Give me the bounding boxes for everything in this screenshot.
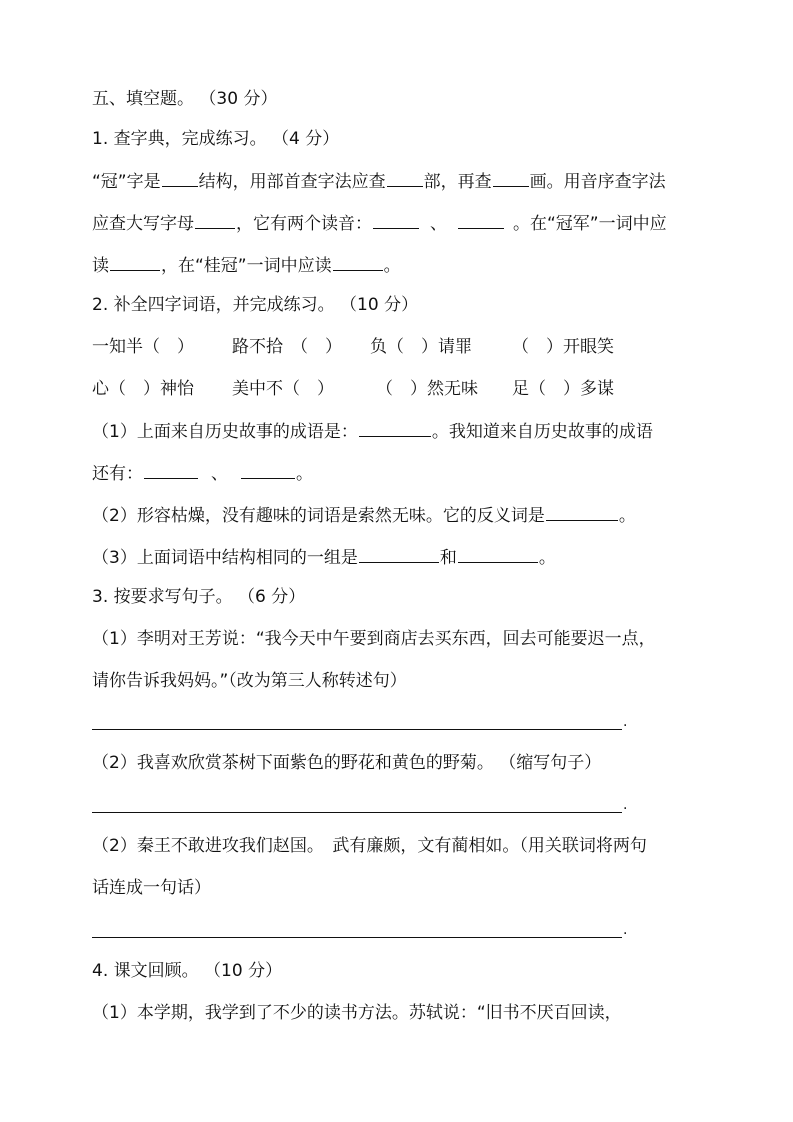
q2-text: 。我知道来自历史故事的成语 <box>431 422 653 442</box>
fill-blank-other-idiom-1[interactable] <box>144 462 198 479</box>
idiom-paren[interactable]: （ ） <box>283 379 334 399</box>
q3-sub1-line-1: （1）李明对王芳说：“我今天中午要到商店去买东西，回去可能要迟一点， <box>92 629 656 649</box>
q2-sub3 <box>92 546 556 568</box>
q1-text: 部，再查 <box>423 172 492 192</box>
q1-text: 画。用音序查字法 <box>529 172 666 192</box>
idiom-item: 足（ ）多谋 <box>512 379 614 399</box>
q4-title: 4. 课文回顾。 <box>92 961 199 981</box>
section-score: （30 分） <box>199 89 278 109</box>
idiom-item: 路不拾 （ ） <box>232 337 342 357</box>
q2-sub2 <box>92 504 636 526</box>
q2-text: （1）上面来自历史故事的成语是： <box>92 422 358 442</box>
q3-sub3-line-1: （2）秦王不敢进攻我们赵国。 武有廉颇，文有蔺相如。（用关联词将两句 <box>92 836 647 856</box>
fill-blank-pinyin-2[interactable] <box>458 212 504 229</box>
idiom-paren[interactable]: （ ） <box>529 379 580 399</box>
q1-text: 。在“冠军”一词中应 <box>513 214 667 234</box>
q1-text: 结构，用部首查字法应查 <box>198 172 386 192</box>
answer-line-2[interactable] <box>92 812 622 813</box>
section-heading <box>92 88 277 110</box>
idiom-item: 负（ ）请罪 <box>370 337 472 357</box>
q1-score: （4 分） <box>272 129 340 149</box>
answer-line-1[interactable] <box>92 729 622 730</box>
fill-blank-structure[interactable] <box>162 170 198 187</box>
q1-text: ，在“桂冠”一词中应读 <box>161 256 332 276</box>
q1-text: 、 <box>430 214 447 234</box>
idiom-item: 一知半（ ） <box>92 337 194 357</box>
idiom-item: 美中不（ ） <box>232 379 334 399</box>
idiom-paren[interactable]: （ ） <box>109 379 160 399</box>
idiom-paren[interactable]: （ ） <box>512 337 563 357</box>
q4-sub1: （1）本学期，我学到了不少的读书方法。苏轼说：“旧书不厌百回读， <box>92 1003 622 1023</box>
q2-title: 2. 补全四字词语，并完成练习。 <box>92 295 335 315</box>
idiom-paren[interactable]: （ ） <box>291 337 342 357</box>
q1-line-1 <box>92 170 666 192</box>
q1-text: 读 <box>92 256 109 276</box>
fill-blank-pinyin-1[interactable] <box>373 212 419 229</box>
answer-end-dot: . <box>623 797 628 813</box>
q3-score: （6 分） <box>238 587 306 607</box>
q1-heading <box>92 128 339 150</box>
q1-line-3 <box>92 254 401 276</box>
q3-heading <box>92 586 305 608</box>
q2-text: 、 <box>211 464 228 484</box>
q2-text: （2）形容枯燥，没有趣味的词语是索然无味。它的反义词是 <box>92 506 545 526</box>
fill-blank-letter[interactable] <box>195 212 235 229</box>
q3-sub3-line-2: 话连成一句话） <box>92 878 211 898</box>
answer-line-3[interactable] <box>92 937 622 938</box>
q2-sub1-line-1 <box>92 420 653 442</box>
idiom-paren[interactable]: （ ） <box>143 337 194 357</box>
q2-text: 和 <box>439 548 457 568</box>
idiom-paren[interactable]: （ ） <box>387 337 438 357</box>
section-title: 五、填空题。 <box>92 89 194 109</box>
fill-blank-reading-1[interactable] <box>110 254 160 271</box>
fill-blank-radical[interactable] <box>387 170 423 187</box>
q2-text: 。 <box>538 548 556 568</box>
q2-text: 。 <box>296 464 313 484</box>
idiom-paren[interactable]: （ ） <box>376 379 427 399</box>
idiom-item: （ ）然无味 <box>376 379 478 399</box>
q2-heading <box>92 294 418 316</box>
answer-end-dot: . <box>623 714 628 730</box>
fill-blank-reading-2[interactable] <box>333 254 383 271</box>
fill-blank-history-idiom[interactable] <box>359 420 431 437</box>
q4-heading <box>92 960 282 982</box>
idiom-item: 心（ ）神怡 <box>92 379 194 399</box>
fill-blank-structure-2[interactable] <box>458 546 538 563</box>
fill-blank-structure-1[interactable] <box>359 546 439 563</box>
q4-score: （10 分） <box>204 961 283 981</box>
q1-line-2 <box>92 212 667 234</box>
q2-text: 还有： <box>92 464 143 484</box>
fill-blank-strokes[interactable] <box>493 170 529 187</box>
q1-text: “冠”字是 <box>92 172 161 192</box>
q2-text: 。 <box>618 506 636 526</box>
q3-title: 3. 按要求写句子。 <box>92 587 233 607</box>
q1-text: 应查大写字母 <box>92 214 194 234</box>
q1-text: 。 <box>383 256 401 276</box>
q1-title: 1. 查字典，完成练习。 <box>92 129 267 149</box>
q2-score: （10 分） <box>340 295 419 315</box>
q2-sub1-line-2 <box>92 462 313 484</box>
q2-text: （3）上面词语中结构相同的一组是 <box>92 548 358 568</box>
q3-sub1-line-2: 请你告诉我妈妈。”（改为第三人称转述句） <box>92 671 407 691</box>
answer-end-dot: . <box>623 922 628 938</box>
fill-blank-antonym[interactable] <box>546 504 618 521</box>
fill-blank-other-idiom-2[interactable] <box>241 462 295 479</box>
q3-sub2: （2）我喜欢欣赏茶树下面紫色的野花和黄色的野菊。 （缩写句子） <box>92 753 602 773</box>
idiom-item: （ ）开眼笑 <box>512 337 614 357</box>
q1-text: ，它有两个读音： <box>236 214 372 234</box>
